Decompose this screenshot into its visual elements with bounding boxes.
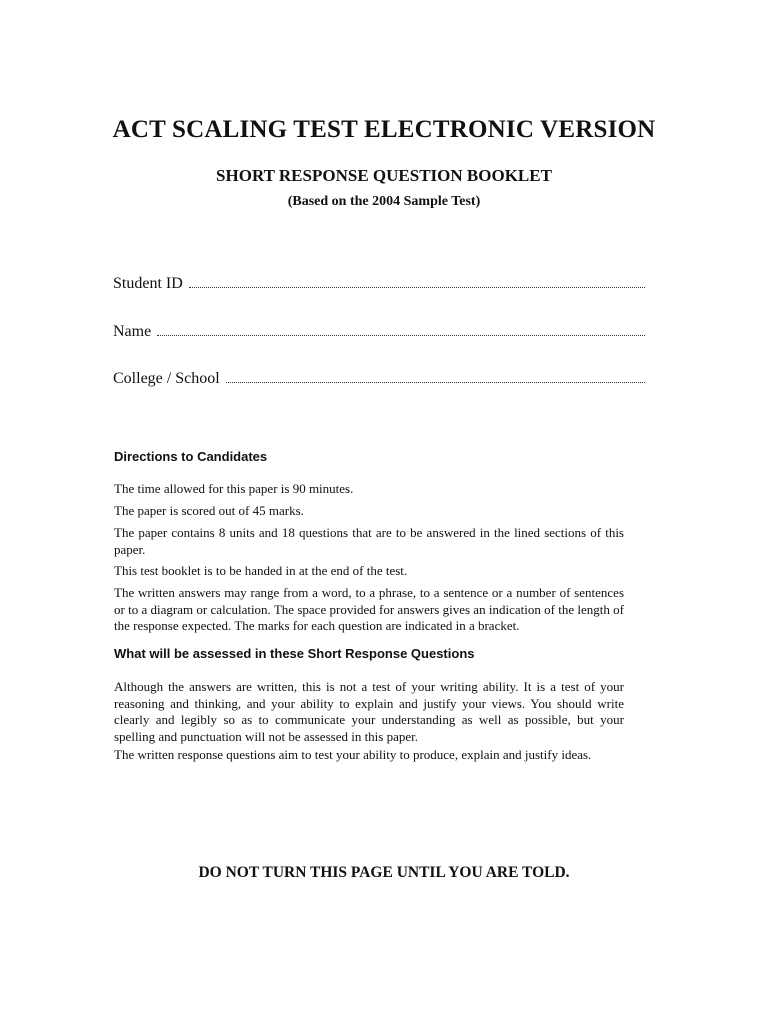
directions-units: The paper contains 8 units and 18 questions that are to be answered in the lined sections of this paper.: [114, 525, 624, 557]
college-school-field[interactable]: [113, 370, 645, 388]
assessment-heading: What will be assessed in these Short Response Questions: [114, 646, 475, 661]
booklet-title: ACT SCALING TEST ELECTRONIC VERSION: [112, 116, 656, 143]
based-on-note: (Based on the 2004 Sample Test): [287, 194, 481, 209]
assessment-writing: Although the answers are written, this is not a test of your writing ability. It is a test of your reasoning and thinking, and your ability to explain and justify your views. You should write clearly and legibly so as to communicate your understanding as well as possible, but your spelling and punctuation will not be assessed in this paper.: [114, 679, 624, 744]
student-id-label: Student ID: [113, 275, 183, 292]
booklet-subtitle: SHORT RESPONSE QUESTION BOOKLET: [216, 166, 552, 185]
assessment-aim: The written response questions aim to test your ability to produce, explain and justify ideas.: [114, 747, 592, 762]
name-label: Name: [113, 323, 152, 340]
college-school-label: College / School: [113, 370, 220, 387]
student-id-dotted-line[interactable]: [189, 275, 645, 288]
college-school-dotted-line[interactable]: [226, 370, 645, 383]
directions-marks: The paper is scored out of 45 marks.: [114, 503, 304, 518]
directions-hand-in: This test booklet is to be handed in at the end of the test.: [114, 563, 408, 578]
directions-heading: Directions to Candidates: [114, 449, 268, 464]
student-id-field[interactable]: [113, 275, 645, 293]
name-field[interactable]: [113, 323, 645, 341]
directions-time: The time allowed for this paper is 90 minutes.: [114, 481, 354, 496]
do-not-turn-notice: DO NOT TURN THIS PAGE UNTIL YOU ARE TOLD.: [198, 864, 570, 881]
name-dotted-line[interactable]: [157, 323, 645, 336]
directions-answer-length: The written answers may range from a word, to a phrase, to a sentence or a number of sentences or to a diagram or calculation. The space provided for answers gives an indication of the length of the response expected. The marks for each question are indicated in a bracket.: [114, 585, 624, 633]
